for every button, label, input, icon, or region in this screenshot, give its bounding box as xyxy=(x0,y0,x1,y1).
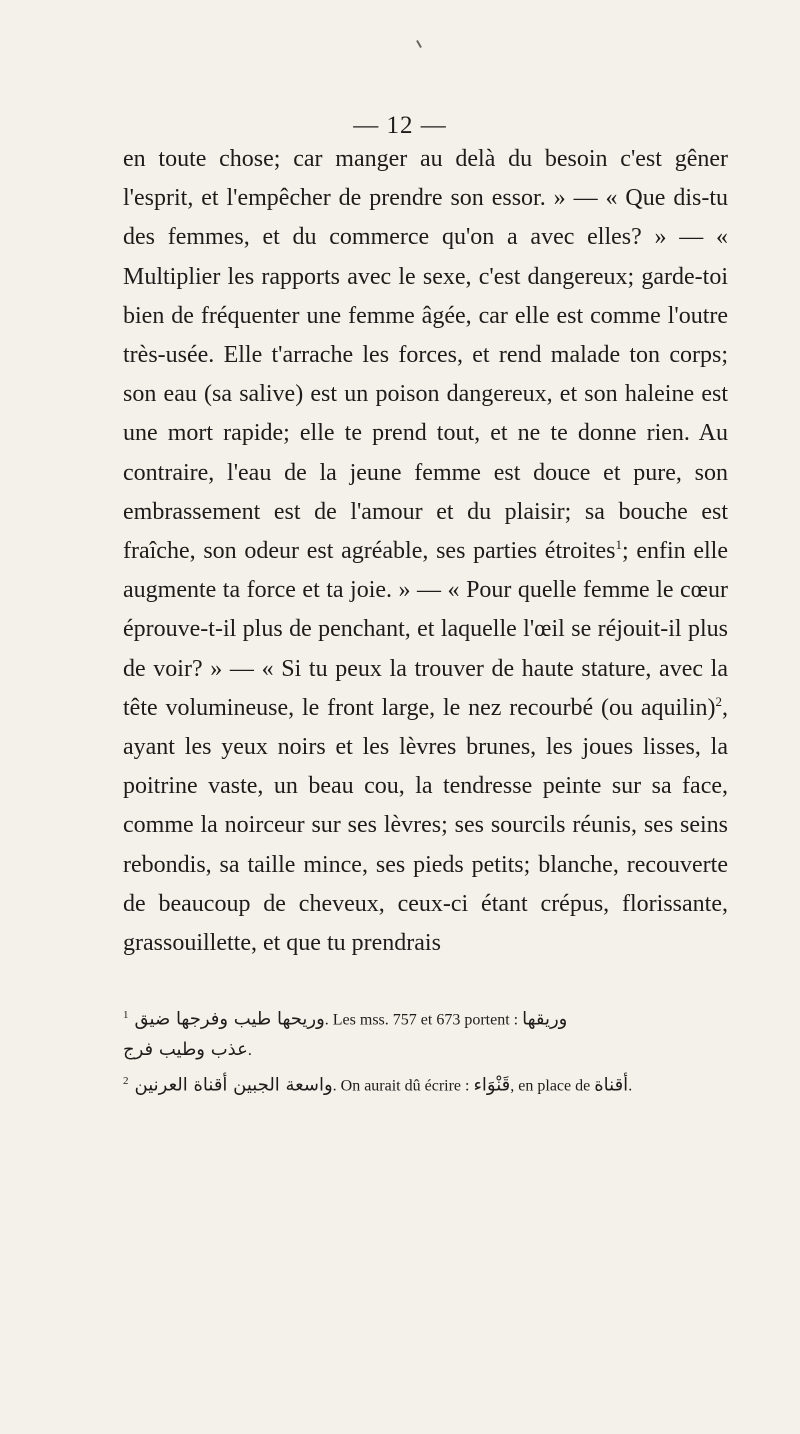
footnote-text: , en place de xyxy=(510,1077,595,1095)
footnote-number: 2 xyxy=(123,1075,129,1088)
footnote-reference-1: 1 xyxy=(615,537,622,553)
footnote-reference-2: 2 xyxy=(715,693,722,709)
footnote-arabic: وريقها xyxy=(522,1008,568,1030)
footnote-1 xyxy=(123,1000,738,1066)
footnote-text: . On aurait dû écrire : xyxy=(332,1077,474,1095)
footnote-number: 1 xyxy=(123,1009,129,1021)
body-text-part-3: , ayant les yeux noirs et les lèvres brunes, les joues lisses, la poitrine vaste, un beau cou, la tendresse peinte sur sa face, comme la noirceur sur ses lèvres; ses sourcils réunis, ses seins rebondis, sa taille mince, ses pieds petits; blanche, recouverte de beaucoup de cheveux, ceux-ci étant crépus, florissante, grassouillette, et que tu prendrais xyxy=(123,694,728,957)
footnote-arabic: واسعة الجبين أقناة العرنين xyxy=(134,1074,333,1096)
footnote-arabic: أقناة xyxy=(594,1074,629,1096)
footnotes xyxy=(123,1000,738,1102)
body-paragraph xyxy=(123,140,728,963)
body-text-part-2: ; enfin elle augmente ta force et ta joie. » — « Pour quelle femme le cœur éprouve-t-il plus de penchant, et laquelle l'œil se réjouit-il plus de voir? » — « Si tu peux la trouver de haute stature, avec la tête volumineuse, le front large, le nez recourbé (ou aquilin) xyxy=(123,538,728,721)
body-text-part-1: en toute chose; car manger au delà du besoin c'est gêner l'esprit, et l'empêcher de prendre son essor. » — « Que dis-tu des femmes, et du commerce qu'on a avec elles? » — « Multiplier les rapports avec le sexe, c'est dangereux; garde-toi bien de fréquenter une femme âgée, car elle est comme l'outre très-usée. Elle t'arrache les forces, et rend malade ton corps; son eau (sa salive) est un poison dangereux, et son haleine est une mort rapide; elle te prend tout, et ne te donne rien. Au contraire, l'eau de la jeune femme est douce et pure, son embrassement est de l'amour et du plaisir; sa bouche est fraîche, son odeur est agréable, ses parties étroites xyxy=(123,146,728,565)
footnote-text: . Les mss. 757 et 673 portent : xyxy=(324,1011,523,1029)
body-text xyxy=(123,140,728,963)
page-number: — 12 — xyxy=(353,112,447,139)
footnote-text: . xyxy=(628,1077,633,1095)
stray-ink-mark xyxy=(416,40,422,48)
footnote-arabic: وريحها طيب وفرجها ضيق xyxy=(134,1008,325,1030)
footnote-text: . xyxy=(247,1042,252,1060)
footnote-arabic: عذب وطيب فرج xyxy=(123,1039,248,1061)
footnote-2 xyxy=(123,1066,738,1101)
footnote-arabic: قَنْوَاء xyxy=(473,1074,511,1096)
